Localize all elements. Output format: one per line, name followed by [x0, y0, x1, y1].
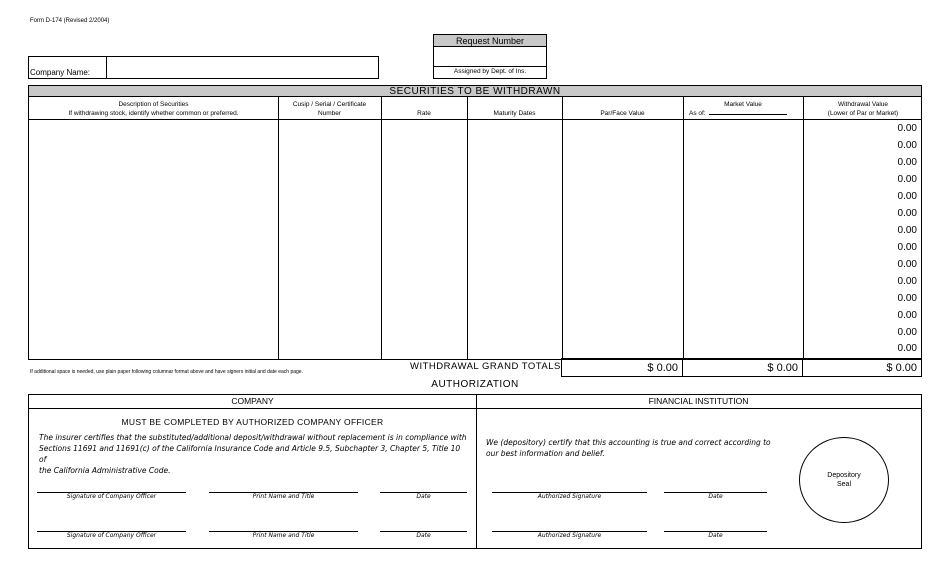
additional-space-note: If additional space is needed, use plain paper following columnar format above and have signers initial and date each page.: [30, 369, 303, 375]
request-number-field[interactable]: [434, 46, 546, 67]
withdrawal-value[interactable]: 0.00: [897, 327, 917, 338]
authorization-heading: AUTHORIZATION: [431, 379, 519, 390]
inst-date-caption: Date: [708, 532, 723, 539]
form-id: Form D-174 (Revised 2/2004): [30, 18, 110, 24]
withdrawal-value[interactable]: 0.00: [897, 225, 917, 236]
securities-table: [28, 97, 922, 360]
authorized-signature-caption: Authorized Signature: [537, 532, 602, 539]
officer-instruction: MUST BE COMPLETED BY AUTHORIZED COMPANY OFFICER: [121, 417, 384, 427]
total-withdrawal-value[interactable]: $ 0.00: [802, 358, 922, 377]
officer-signature-caption: Signature of Company Officer: [66, 532, 157, 539]
withdrawal-value[interactable]: 0.00: [897, 174, 917, 185]
print-name-caption: Print Name and Title: [252, 532, 315, 539]
institution-certification: We (depository) certify that this accounting is true and correct according to our best information and belief.: [486, 438, 771, 458]
withdrawal-value[interactable]: 0.00: [897, 343, 917, 354]
withdrawal-value[interactable]: 0.00: [897, 123, 917, 134]
market-asof-field[interactable]: [709, 114, 787, 115]
withdrawal-value[interactable]: 0.00: [897, 191, 917, 202]
depository-seal: Depository Seal: [799, 437, 889, 523]
request-number-heading: Request Number: [434, 35, 546, 47]
inst-date-caption: Date: [708, 493, 723, 500]
withdrawal-value[interactable]: 0.00: [897, 157, 917, 168]
col-withdrawal: Withdrawal Value (Lower of Par or Market): [827, 101, 899, 117]
company-name-label: Company Name:: [30, 68, 91, 77]
institution-heading: FINANCIAL INSTITUTION: [476, 395, 921, 409]
col-maturity: Maturity Dates: [493, 110, 536, 117]
withdrawal-value[interactable]: 0.00: [897, 276, 917, 287]
company-certification: The insurer certifies that the substituted/additional deposit/withdrawal without replacement is in compliance with Sections 11691 and 11691(c) of the California Insurance Code and Article 9.5, Subchapter 3, Chapter 5, Title 10 of the California Administrative Code.: [39, 433, 467, 475]
withdrawal-value[interactable]: 0.00: [897, 293, 917, 304]
col-market: Market Value As of:: [683, 100, 803, 118]
withdrawal-value[interactable]: 0.00: [897, 140, 917, 151]
col-par: Par/Face Value: [600, 110, 645, 117]
withdrawal-value[interactable]: 0.00: [897, 208, 917, 219]
date-caption: Date: [416, 493, 431, 500]
company-heading: COMPANY: [29, 395, 476, 409]
authorization-box: [28, 394, 922, 549]
date-caption: Date: [416, 532, 431, 539]
withdrawal-value[interactable]: 0.00: [897, 259, 917, 270]
col-description: Description of Securities If withdrawing stock, identify whether common or preferred.: [68, 101, 239, 117]
officer-signature-caption: Signature of Company Officer: [66, 493, 157, 500]
col-cusip: Cusip / Serial / Certificate Number: [292, 101, 367, 117]
company-name-field[interactable]: [106, 56, 379, 79]
print-name-caption: Print Name and Title: [252, 493, 315, 500]
col-rate: Rate: [417, 110, 431, 117]
total-par-value[interactable]: $ 0.00: [561, 358, 683, 377]
grand-totals-label: WITHDRAWAL GRAND TOTALS: [410, 361, 561, 372]
withdrawal-value[interactable]: 0.00: [897, 242, 917, 253]
request-number-note: Assigned by Dept. of Ins.: [453, 68, 527, 75]
authorized-signature-caption: Authorized Signature: [537, 493, 602, 500]
withdrawal-value[interactable]: 0.00: [897, 310, 917, 321]
securities-heading: SECURITIES TO BE WITHDRAWN: [28, 85, 922, 97]
total-market-value[interactable]: $ 0.00: [682, 358, 803, 377]
